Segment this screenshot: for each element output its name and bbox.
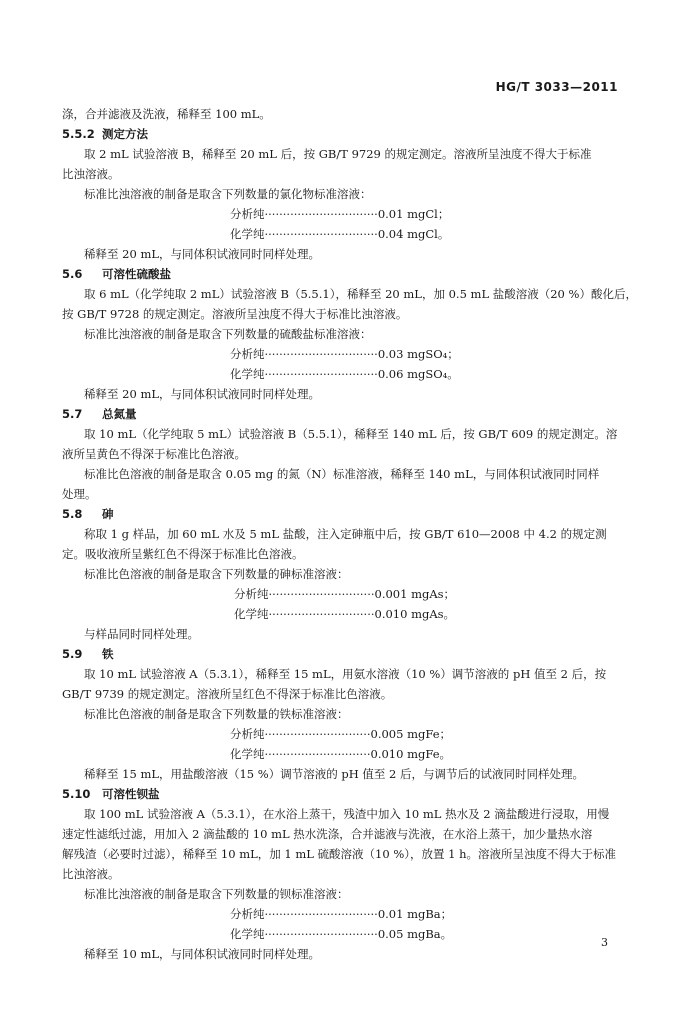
paragraph-continuation: 按 GB/T 9728 的规定测定。溶液所呈浊度不得大于标准比浊溶液。 (62, 307, 408, 321)
section-title: 测定方法 (102, 127, 148, 141)
section-heading (62, 404, 622, 424)
paragraph-line: 与样品同时同样处理。 (84, 627, 199, 641)
paragraph-continuation: 解残渣（必要时过滤），稀释至 10 mL，加 1 mL 硫酸溶液（10 %），放置 1 h。溶液所呈浊度不得大于标准 (62, 847, 617, 861)
paragraph-line: 标准比色溶液的制备是取含 0.05 mg 的氮（N）标准溶液，稀释至 140 mL，与同体积试液同时同样 (84, 467, 600, 481)
grade-limit-line: 分析纯·······························0.01 mgCl； (230, 207, 450, 221)
paragraph-continuation: 液所呈黄色不得深于标准比色溶液。 (62, 447, 246, 461)
section-number: 5.8 (62, 507, 83, 521)
paragraph-line: 稀释至 20 mL，与同体积试液同时同样处理。 (84, 247, 320, 261)
section-title: 砷 (102, 507, 114, 521)
section-title: 铁 (102, 647, 114, 661)
section-number: 5.5.2 (62, 127, 95, 141)
section-title: 可溶性硫酸盐 (102, 267, 171, 281)
grade-limit-line: 化学纯·······························0.06 mgSO₄。 (230, 367, 459, 381)
standard-code-header: HG/T 3033—2011 (495, 80, 618, 94)
section-heading (62, 124, 622, 144)
grade-limit-line: 分析纯·····························0.001 mgAs； (234, 587, 456, 601)
section-number: 5.9 (62, 647, 83, 661)
paragraph-continuation: 比浊溶液。 (62, 167, 120, 181)
paragraph-continuation: 定。吸收液所呈紫红色不得深于标准比色溶液。 (62, 547, 304, 561)
grade-limit-line: 化学纯·····························0.010 mgFe。 (230, 747, 452, 761)
paragraph-line: 取 10 mL 试验溶液 A（5.3.1），稀释至 15 mL，用氨水溶液（10 %）调节溶液的 pH 值至 2 后，按 (84, 667, 607, 681)
section-title: 总氮量 (102, 407, 137, 421)
paragraph-line: 标准比浊溶液的制备是取含下列数量的钡标准溶液： (84, 887, 349, 901)
paragraph-line: 取 100 mL 试验溶液 A（5.3.1），在水浴上蒸干，残渣中加入 10 mL 热水及 2 滴盐酸进行浸取，用慢 (84, 807, 610, 821)
grade-limit-line: 分析纯·······························0.03 mgSO₄； (230, 347, 459, 361)
section-number: 5.7 (62, 407, 83, 421)
section-title: 可溶性钡盐 (102, 787, 160, 801)
page-number: 3 (601, 936, 608, 949)
grade-limit-line: 化学纯·····························0.010 mgAs。 (234, 607, 456, 621)
paragraph-continuation: 比浊溶液。 (62, 867, 120, 881)
paragraph-line: 稀释至 20 mL，与同体积试液同时同样处理。 (84, 387, 320, 401)
paragraph-line: 稀释至 10 mL，与同体积试液同时同样处理。 (84, 947, 320, 961)
paragraph-line: 标准比色溶液的制备是取含下列数量的砷标准溶液： (84, 567, 349, 581)
paragraph-line: 标准比浊溶液的制备是取含下列数量的硫酸盐标准溶液： (84, 327, 372, 341)
paragraph-continuation: 处理。 (62, 487, 97, 501)
section-heading (62, 264, 622, 284)
grade-limit-line: 化学纯·······························0.04 mgCl。 (230, 227, 450, 241)
paragraph-line: 取 2 mL 试验溶液 B，稀释至 20 mL 后，按 GB/T 9729 的规定测定。溶液所呈浊度不得大于标准 (84, 147, 592, 161)
grade-limit-line: 分析纯·····························0.005 mgFe； (230, 727, 452, 741)
section-heading (62, 504, 622, 524)
paragraph-line: 标准比色溶液的制备是取含下列数量的铁标准溶液： (84, 707, 349, 721)
paragraph-line: 标准比浊溶液的制备是取含下列数量的氯化物标准溶液： (84, 187, 372, 201)
paragraph-line: 取 10 mL（化学纯取 5 mL）试验溶液 B（5.5.1），稀释至 140 mL 后，按 GB/T 609 的规定测定。溶 (84, 427, 618, 441)
paragraph-continuation: 速定性滤纸过滤，用加入 2 滴盐酸的 10 mL 热水洗涤，合并滤液与洗液，在水浴上蒸干，加少量热水溶 (62, 827, 593, 841)
section-heading (62, 784, 622, 804)
section-heading (62, 644, 622, 664)
paragraph-continuation: 涤，合并滤液及洗液，稀释至 100 mL。 (62, 107, 271, 121)
paragraph-line: 稀释至 15 mL，用盐酸溶液（15 %）调节溶液的 pH 值至 2 后，与调节后的试液同时同样处理。 (84, 767, 585, 781)
grade-limit-line: 分析纯·······························0.01 mgBa； (230, 907, 453, 921)
grade-limit-line: 化学纯·······························0.05 mgBa。 (230, 927, 453, 941)
paragraph-line: 取 6 mL（化学纯取 2 mL）试验溶液 B（5.5.1），稀释至 20 mL，加 0.5 mL 盐酸溶液（20 %）酸化后， (84, 287, 637, 301)
section-number: 5.10 (62, 787, 91, 801)
paragraph-line: 称取 1 g 样品，加 60 mL 水及 5 mL 盐酸，注入定砷瓶中后，按 GB/T 610—2008 中 4.2 的规定测 (84, 527, 607, 541)
document-body (62, 104, 637, 964)
section-number: 5.6 (62, 267, 83, 281)
paragraph-continuation: GB/T 9739 的规定测定。溶液所呈红色不得深于标准比色溶液。 (62, 687, 393, 701)
